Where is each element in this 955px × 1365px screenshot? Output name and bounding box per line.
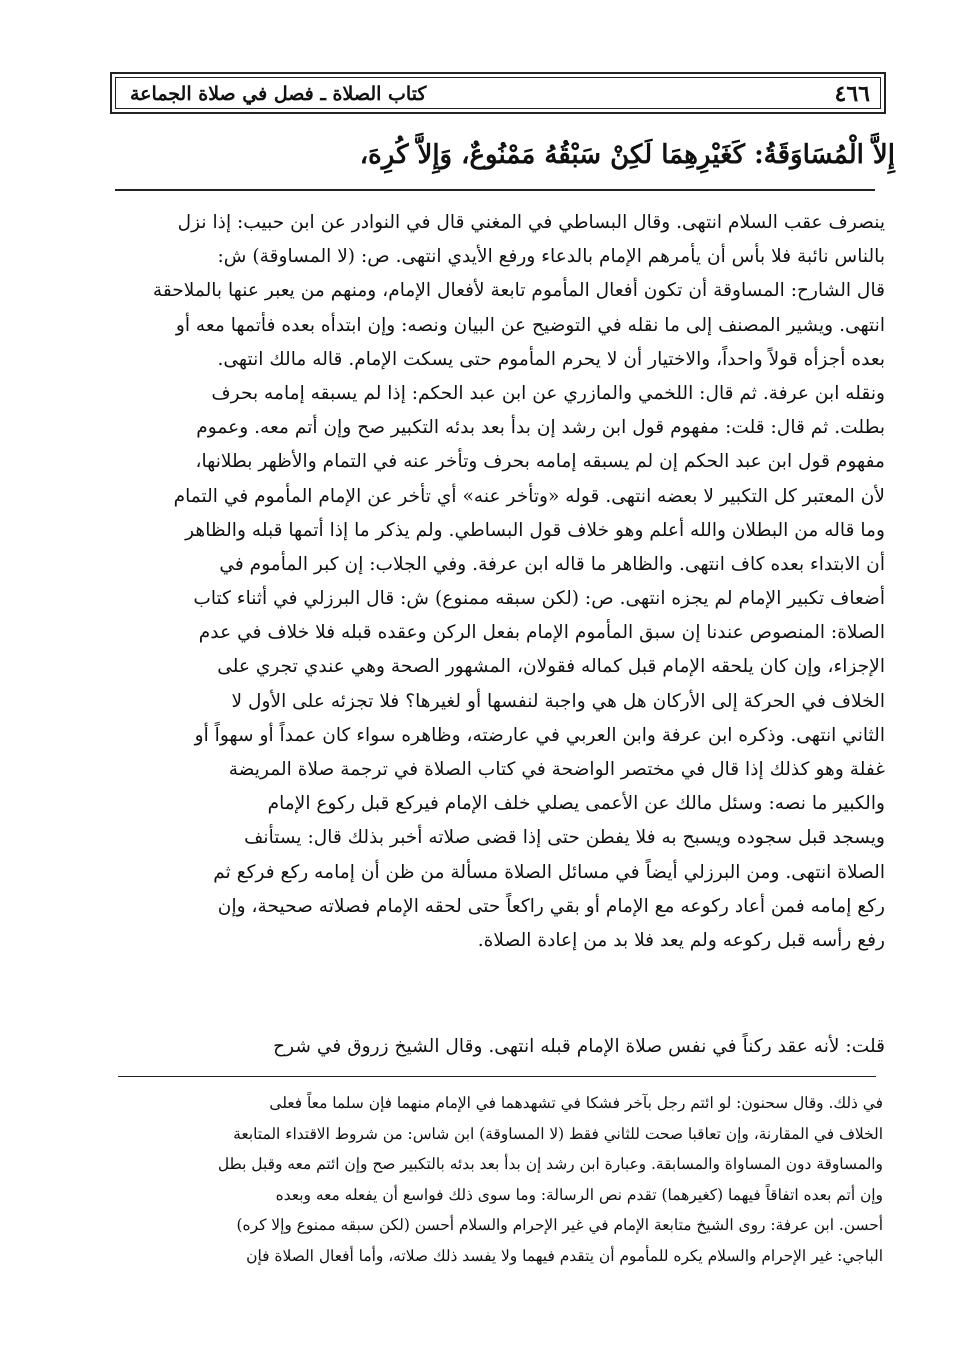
footnote-divider — [118, 1076, 876, 1077]
running-title: كتاب الصلاة ـ فصل في صلاة الجماعة — [130, 83, 427, 105]
footnote-line: الخلاف في المقارنة، وإن تعاقبا صحت للثاني فقط (لا المساوقة) ابن شاس: من شروط الاقتداء المتابعة — [233, 1124, 883, 1143]
commentary-line: ينصرف عقب السلام انتهى. وقال البساطي في المغني قال في النوادر عن ابن حبيب: إذا نزل — [177, 212, 885, 233]
footnote-line: في ذلك. وقال سحنون: لو ائتم رجل بآخر فشكا في تشهدهما في الإمام منهما فإن سلما معاً فعلى — [269, 1094, 883, 1112]
footnote-line: وإن أتم بعده اتفاقاً فيهما (كغيرهما) تقدم نص الرسالة: وما سوى ذلك فواسع أن يفعله معه وبعده — [275, 1185, 883, 1204]
commentary-body — [98, 206, 885, 958]
commentary-line: ويسجد قبل سجوده ويسبح به فلا يفطن حتى إذا قضى صلاته أخبر بذلك قال: يستأنف — [244, 827, 885, 849]
qult-paragraph: قلت: لأنه عقد ركناً في نفس صلاة الإمام قبله انتهى. وقال الشيخ زروق في شرح — [273, 1036, 885, 1057]
footnote-line: الباجي: غير الإحرام والسلام يكره للمأموم أن يتقدم فيهما ولا يفسد ذلك صلاته، وأما أفعال الصلاة فإن — [246, 1246, 883, 1265]
footnote-line: أحسن. ابن عرفة: روى الشيخ متابعة الإمام في غير الإحرام والسلام أحسن (لكن سبقه ممنوع وإلا كره) — [236, 1216, 883, 1234]
matn-text: إِلاَّ الْمُسَاوَقَةُ: كَغَيْرِهِمَا لَكِنْ سَبْقُهُ مَمْنُوعٌ، وَإِلاَّ كُرِهَ، — [359, 140, 895, 170]
commentary-line: بعده أجزأه قولاً واحداً، والاختيار أن لا يحرم المأموم حتى يسكت الإمام. قاله مالك انتهى. — [217, 348, 885, 370]
commentary-line: الخلاف في الحركة إلى الأركان هل هي واجبة لنفسها أو لغيرها؟ فلا تجزئه على الأول لا — [231, 690, 885, 712]
commentary-line: الصلاة: المنصوص عندنا إن سبق المأموم الإمام بفعل الركن وعقده قبله فلا خلاف في عدم — [198, 622, 885, 644]
commentary-line: مفهوم قول ابن عبد الحكم إن لم يسبقه إمامه بحرف وتأخر عنه في التمام والأظهر بطلانها، — [195, 451, 885, 473]
commentary-line: الإجزاء، وإن كان يلحقه الإمام قبل كماله فقولان، المشهور الصحة وهي عندي تجري على — [217, 656, 885, 678]
commentary-line: بطلت. ثم قال: قلت: مفهوم قول ابن رشد إن بدأ بعد بدئه التكبير صح وإن أتم معه. وعموم — [196, 417, 885, 439]
page-header — [110, 72, 886, 114]
commentary-line: الصلاة انتهى. ومن البرزلي أيضاً في مسائل الصلاة مسألة من ظن أن إمامه ركع فركع ثم — [213, 861, 885, 883]
commentary-line: أضعاف تكبير الإمام لم يجزه انتهى. ص: (لكن سبقه ممنوع) ش: قال البرزلي في أثناء كتاب — [193, 588, 885, 610]
footnotes — [100, 1088, 883, 1271]
commentary-line: انتهى. ويشير المصنف إلى ما نقله في التوضيح عن البيان ونصه: وإن ابتدأه بعده فأتمها معه أو — [175, 314, 885, 336]
commentary-line: وما قاله من البطلان والله أعلم وهو خلاف قول البساطي. ولم يذكر ما إذا أتمها قبله والظاهر — [185, 519, 885, 541]
commentary-line: والكبير ما نصه: وسئل مالك عن الأعمى يصلي خلف الإمام فيركع قبل ركوع الإمام — [267, 793, 885, 815]
commentary-line: بالناس نائبة فلا بأس أن يأمرهم الإمام بالدعاء ورفع الأيدي انتهى. ص: (لا المساوقة) ش: — [217, 246, 885, 268]
commentary-line: قال الشارح: المساوقة أن تكون أفعال المأموم تابعة لأفعال الإمام، ومنهم من يعبر عنها بالملاحقة — [152, 280, 885, 302]
commentary-line: ركع إمامه فمن أعاد ركوعه مع الإمام أو بقي راكعاً حتى لحقه الإمام فصلاته صحيحة، وإن — [217, 895, 885, 917]
page-number: ٤٦٦ — [834, 81, 870, 107]
commentary-line: ونقله ابن عرفة. ثم قال: اللخمي والمازري عن ابن عبد الحكم: إذا لم يسبقه إمامه بحرف — [211, 382, 885, 404]
commentary-line: رفع رأسه قبل ركوعه ولم يعد فلا بد من إعادة الصلاة. — [477, 929, 885, 951]
matn-divider — [115, 189, 875, 191]
commentary-line: الثاني انتهى. وذكره ابن عرفة وابن العربي في عارضته، وظاهره سواء كان عمداً أو سهواً أو — [194, 724, 885, 746]
commentary-line: أن الابتداء بعده كاف انتهى. والظاهر ما قاله ابن عرفة. وفي الجلاب: إن كبر المأموم في — [219, 553, 885, 575]
commentary-line: لأن المعتبر كل التكبير لا بعضه انتهى. قوله «وتأخر عنه» أي تأخر عن الإمام المأموم في التمام — [173, 485, 885, 507]
commentary-line: غفلة وهو كذلك إذا قال في مختصر الواضحة في كتاب الصلاة في ترجمة صلاة المريضة — [228, 759, 885, 780]
footnote-line: والمساوقة دون المساواة والمسابقة. وعبارة ابن رشد إن بدأ بعد بدئه بالتكبير صح وإن ائتم معه وقبل بطل — [217, 1155, 883, 1173]
